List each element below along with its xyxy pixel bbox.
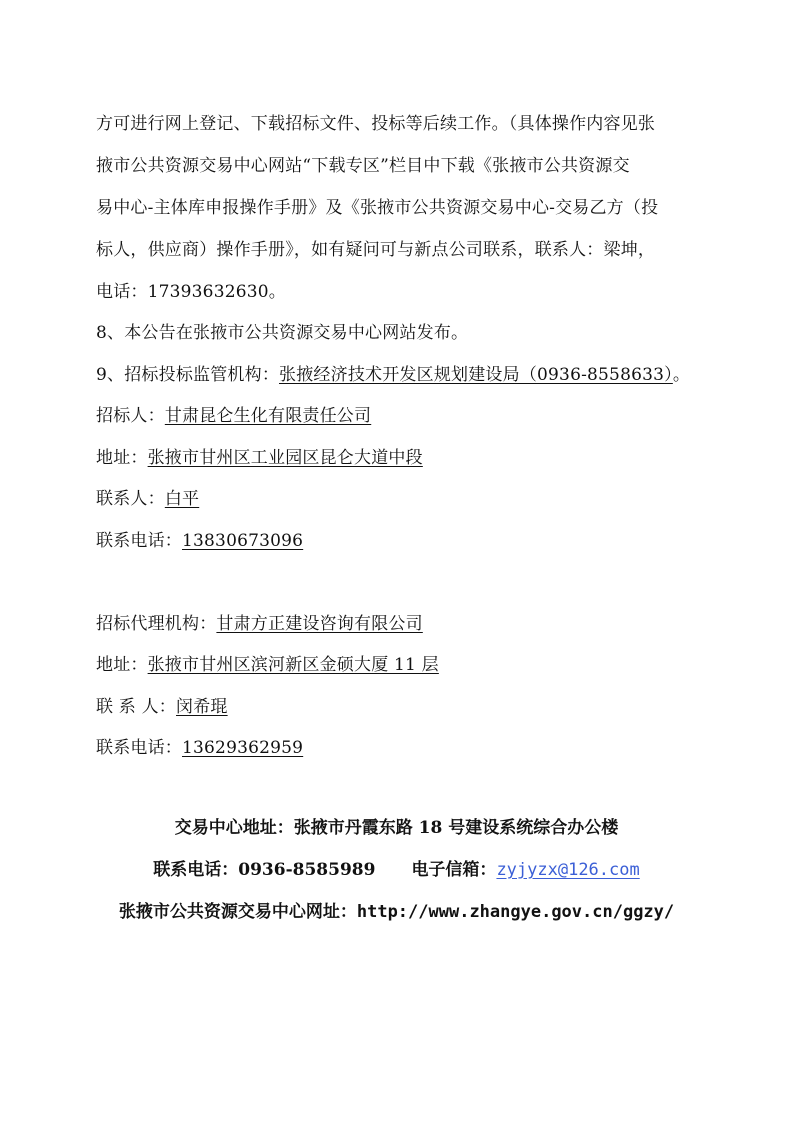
- para-line-5: 电话：17393632630。: [96, 282, 286, 302]
- tenderer-contact: 白平: [164, 489, 200, 509]
- tenderer-address: 张掖市甘州区工业园区昆仑大道中段: [147, 448, 423, 468]
- agency-contact-row: [96, 696, 228, 718]
- agency-name-label: 招标代理机构：: [96, 614, 217, 634]
- agency-phone-label: 联系电话：: [96, 738, 182, 758]
- tenderer-contact-row: [96, 488, 199, 510]
- footer-address: 交易中心地址：张掖市丹霞东路 18 号建设系统综合办公楼: [174, 818, 619, 838]
- agency-contact: 闵希琨: [176, 697, 228, 717]
- item-9-label: 9、招标投标监管机构：: [96, 365, 280, 385]
- tenderer-address-label: 地址：: [96, 448, 148, 468]
- agency-name: 甘肃方正建设咨询有限公司: [216, 614, 423, 634]
- footer-email-link[interactable]: zyjyzx@126.com: [496, 860, 640, 880]
- agency-address-label: 地址：: [96, 655, 148, 675]
- footer-contact-row: [0, 859, 793, 881]
- agency-name-row: [96, 613, 423, 635]
- tenderer-name: 甘肃昆仑生化有限责任公司: [164, 406, 372, 426]
- tenderer-phone-label: 联系电话：: [96, 531, 182, 551]
- agency-phone-row: [96, 737, 303, 759]
- tenderer-phone: 13830673096: [182, 531, 304, 551]
- item-9-suffix: 。: [672, 365, 691, 385]
- agency-contact-label: 联 系 人：: [96, 697, 177, 717]
- footer-email-label: 电子信箱：: [411, 860, 497, 880]
- item-9-value: 张掖经济技术开发区规划建设局（0936-8558633）: [279, 365, 673, 385]
- para-line-1: 方可进行网上登记、下载招标文件、投标等后续工作。（具体操作内容见张: [96, 114, 656, 134]
- tenderer-phone-row: [96, 530, 303, 552]
- footer-website[interactable]: http://www.zhangye.gov.cn/ggzy/: [356, 902, 675, 922]
- footer-phone-label: 联系电话：: [153, 860, 239, 880]
- tenderer-contact-label: 联系人：: [96, 489, 165, 509]
- footer-website-label: 张掖市公共资源交易中心网址：: [118, 902, 357, 922]
- para-line-3: 易中心-主体库申报操作手册》及《张掖市公共资源交易中心-交易乙方（投: [96, 198, 659, 218]
- item-8: 8、本公告在张掖市公共资源交易中心网站发布。: [96, 323, 469, 343]
- tenderer-name-row: [96, 405, 371, 427]
- item-9: [96, 364, 690, 386]
- agency-phone: 13629362959: [182, 738, 304, 758]
- agency-address: 张掖市甘州区滨河新区金硕大厦 11 层: [147, 655, 439, 675]
- para-line-4: 标人，供应商）操作手册》，如有疑问可与新点公司联系，联系人：梁坤，: [96, 240, 656, 260]
- para-line-2: 掖市公共资源交易中心网站“下载专区”栏目中下载《张掖市公共资源交: [96, 156, 630, 176]
- tenderer-address-row: [96, 447, 423, 469]
- footer-phone: 0936-8585989: [238, 860, 376, 880]
- footer-website-row: [0, 901, 793, 923]
- agency-address-row: [96, 654, 439, 676]
- tenderer-name-label: 招标人：: [96, 406, 165, 426]
